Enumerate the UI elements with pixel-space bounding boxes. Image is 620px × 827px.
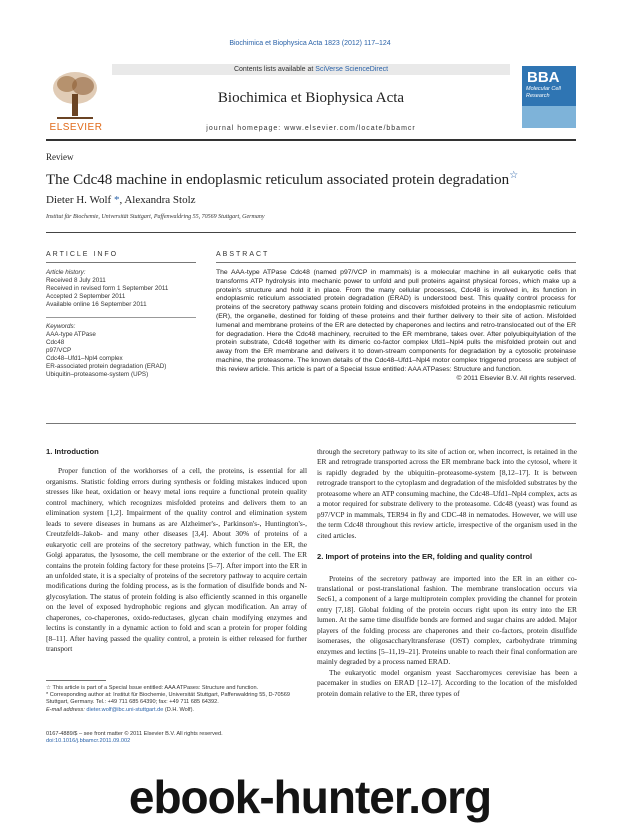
- watermark: ebook-hunter.org: [128, 771, 492, 823]
- author-list: [46, 194, 196, 206]
- contents-prefix: Contents lists available at: [233, 66, 314, 73]
- abstract-bottom-rule: [46, 423, 576, 424]
- email-tail: (D.H. Wolf).: [164, 706, 194, 713]
- email-label: E-mail address:: [46, 706, 85, 713]
- keyword: AAA-type ATPase: [46, 331, 96, 338]
- corresponding-author-mark[interactable]: *: [113, 194, 120, 206]
- abstract-text: [216, 269, 576, 383]
- special-issue-footnote: ☆ This article is part of a Special Issue entitled: AAA ATPases: Structure and function.: [46, 685, 259, 691]
- history-item: Available online 16 September 2011: [46, 301, 147, 308]
- author-wolf: Dieter H. Wolf: [46, 194, 112, 206]
- cover-title: BBA: [527, 69, 560, 86]
- keywords-rule: [46, 317, 196, 318]
- footnote-rule: [46, 680, 106, 681]
- email-footnote: [46, 707, 308, 714]
- tree-icon: [47, 66, 103, 122]
- keywords: [46, 323, 206, 379]
- abstract-heading: ABSTRACT: [216, 251, 270, 258]
- keyword: Ubiquitin–proteasome-system (UPS): [46, 371, 149, 378]
- history-item: Received in revised form 1 September 2011: [46, 285, 169, 292]
- history-item: Received 8 July 2011: [46, 277, 106, 284]
- section-2-paragraph-2: The eukaryotic model organism yeast Saccharomyces cerevisiae has been a pacemaker in studies on ERAD [12–17]. According to the location of the misfolded protein domain relative to the ER, three types of: [317, 667, 577, 698]
- journal-homepage[interactable]: journal homepage: www.elsevier.com/locate/bbamcr: [206, 125, 416, 132]
- journal-title: Biochimica et Biophysica Acta: [217, 90, 405, 106]
- keyword: Cdc48–Ufd1–Npl4 complex: [46, 355, 123, 362]
- introduction-continued: through the secretory pathway to its site of action or, when incorrect, is retained in the ER and retrograde transported across the ER membrane back into the cytosol, where it is rapidly degraded by the ubiquitin–proteasome-system [8,12–17]. It is between retrograde transport to the cytoplasm and degradation of the misfolded substrates by the proteasome where an ATP consuming machine, the Cdc48–Ufd1–Npl4 complex, acts as a motor required for substrate delivery to the proteasome. Cdc48 (yeast) was found as p97/VCP in mammals, TER94 in fly and CDC-48 in nematodes. However, we will use the term Cdc48 throughout this review article, irrespective of the organism used in the cited articles.: [317, 447, 577, 540]
- article-type: Review: [46, 152, 74, 162]
- title-rule: [46, 232, 576, 233]
- abstract-rule: [216, 262, 576, 263]
- author-stolz: , Alexandra Stolz: [119, 194, 196, 206]
- section-2-paragraph: Proteins of the secretory pathway are imported into the ER in an either co-translational or post-translational fashion. The membrane translocation occurs via Sec61, a component of a large multiprotein complex providing the channel for protein entry [7,18]. Global folding of the protein occurs right upon its entry into the ER lumen. At the same time disulfide bonds are formed and sugar chains are added. Major players of the folding process are chaperones and their co-factors, protein disulfide isomerases, the oligosaccharyltransferase (OST) complex, carbohydrate trimming enzymes and lectins [5–11,19–21]. Proteins unable to reach their final conformation are mainly degraded by a process named ERAD.: [317, 573, 577, 667]
- sciencedirect-link[interactable]: SciVerse ScienceDirect: [315, 66, 389, 73]
- doi-link[interactable]: doi:10.1016/j.bbamcr.2011.09.002: [46, 738, 131, 745]
- contents-bar: [112, 64, 510, 75]
- history-item: Accepted 2 September 2011: [46, 293, 126, 300]
- keyword: ER-associated protein degradation (ERAD): [46, 363, 167, 370]
- title-footnote-mark[interactable]: ☆: [509, 170, 519, 181]
- abstract-body: The AAA-type ATPase Cdc48 (named p97/VCP in mammals) is a molecular machine in all eukaryotic cells that transforms ATP hydrolysis into mechanic power to unfold and pull proteins against physical forces, which make up a protein's structure and hold it in place. From the many cellular processes, Cdc48 is involved in, its function in endoplasmic reticulum associated protein degradation (ERAD) is understood best. This quality control process for proteins of the secretory pathway scans protein folding and discovers misfolded proteins in the endoplasmic reticulum (ER), the organelle, destined for folding of these proteins and their further delivery to their site of action. Misfolded lumenal and membrane proteins of the ER are detected by chaperones and lectins and retro-translocated out of the ER for degradation. Here the Cdc48 machinery, recruited to the ER membrane, takes over. After polyubiquitylation of the protein substrate, Cdc48 together with its dimeric co-factor complex Ufd1–Npl4 pulls the misfolded protein out and away from the ER membrane and delivers it to down-stream components for degradation by a cytosolic proteinase machine, the proteasome. The known details of the Cdc48–Ufd1–Npl4 motor complex triggered process are subject of this review article. This article is part of a Special Issue entitled: AAA ATPases: Structure and function.: [216, 269, 576, 373]
- abstract-copyright: © 2011 Elsevier B.V. All rights reserved.: [456, 374, 576, 382]
- article-history: [46, 269, 206, 309]
- section-2-heading: 2. Import of proteins into the ER, folding and quality control: [317, 552, 533, 562]
- corresponding-author-footnote: * Corresponding author at: Institut für Biochemie, Universität Stuttgart, Paffenwaldring 55, D-70569 Stuttgart, Germany. Tel.: +49 711 685 64390; fax: +49 711 685 64392.: [46, 692, 290, 706]
- keywords-label: Keywords:: [46, 323, 76, 330]
- publication-info: [46, 731, 308, 745]
- elsevier-tree-logo: [47, 66, 103, 124]
- right-column: [317, 447, 577, 699]
- title-text: The Cdc48 machine in endoplasmic reticulum associated protein degradation: [46, 172, 510, 188]
- article-title: [46, 170, 518, 189]
- keyword: p97/VCP: [46, 347, 72, 354]
- journal-citation[interactable]: Biochimica et Biophysica Acta 1823 (2012) 117–124: [229, 40, 391, 47]
- introduction-heading: 1. Introduction: [46, 447, 99, 456]
- keyword: Cdc48: [46, 339, 65, 346]
- email-link[interactable]: dieter.wolf@ibc.uni-stuttgart.de: [86, 706, 164, 713]
- introduction-paragraph: Proper function of the workhorses of a cell, the proteins, is essential for all organisms. Statistic folding errors during synthesis or folding mistakes induced upon stresses like heat, oxidation or heavy metal ions require a functional protein quality control machinery, which recognizes misfolded proteins and delivers them to an elimination system [1,2]. Impairment of the quality control and elimination system leads to severe diseases in humans as are Alzheimer's-, Parkinson's-, Huntington's-, Creutzfeldt–Jakob- and many other diseases [3,4]. About 30% of proteins of a eukaryotic cell are proteins of the secretory pathway, which function in the ER, the Golgi apparatus, the lysosome, the cell membrane or the exterior of the cell. The ER contains the protein folding factory for these proteins [5–7]. After import into the ER in an unfolded state, it is a specialty of proteins of the secretory pathway to acquire certain modifications during the folding process, as is the formation of disulfide bonds and N-glycosylation. The status of protein folding is also efficiently scanned in this organelle on the level of exposed hydrophobic regions and glycan modification. An array of chaperones, co-chaperones, oxido-reductases, glycan chain modifying enzymes and lectins is constantly in a dynamic action to fold and scan a protein for proper folding [8–11]. After having passed the quality control, a protein is either released for further transport: [46, 466, 307, 654]
- article-info-heading: ARTICLE INFO: [46, 251, 119, 258]
- cover-graphic: [522, 106, 576, 128]
- info-rule: [46, 262, 196, 263]
- left-column: [46, 447, 307, 655]
- elsevier-wordmark: ELSEVIER: [49, 122, 103, 133]
- header-rule: [46, 139, 576, 141]
- history-label: Article history:: [46, 269, 86, 276]
- issn-line: 0167-4889/$ – see front matter © 2011 Elsevier B.V. All rights reserved.: [46, 731, 223, 737]
- footnotes: [46, 685, 308, 714]
- journal-cover-image: [522, 66, 576, 128]
- affiliation: Institut für Biochemie, Universität Stuttgart, Paffenwaldring 55, 70569 Stuttgart, Germany: [46, 214, 265, 220]
- cover-subtitle: Molecular Cell Research: [526, 86, 561, 99]
